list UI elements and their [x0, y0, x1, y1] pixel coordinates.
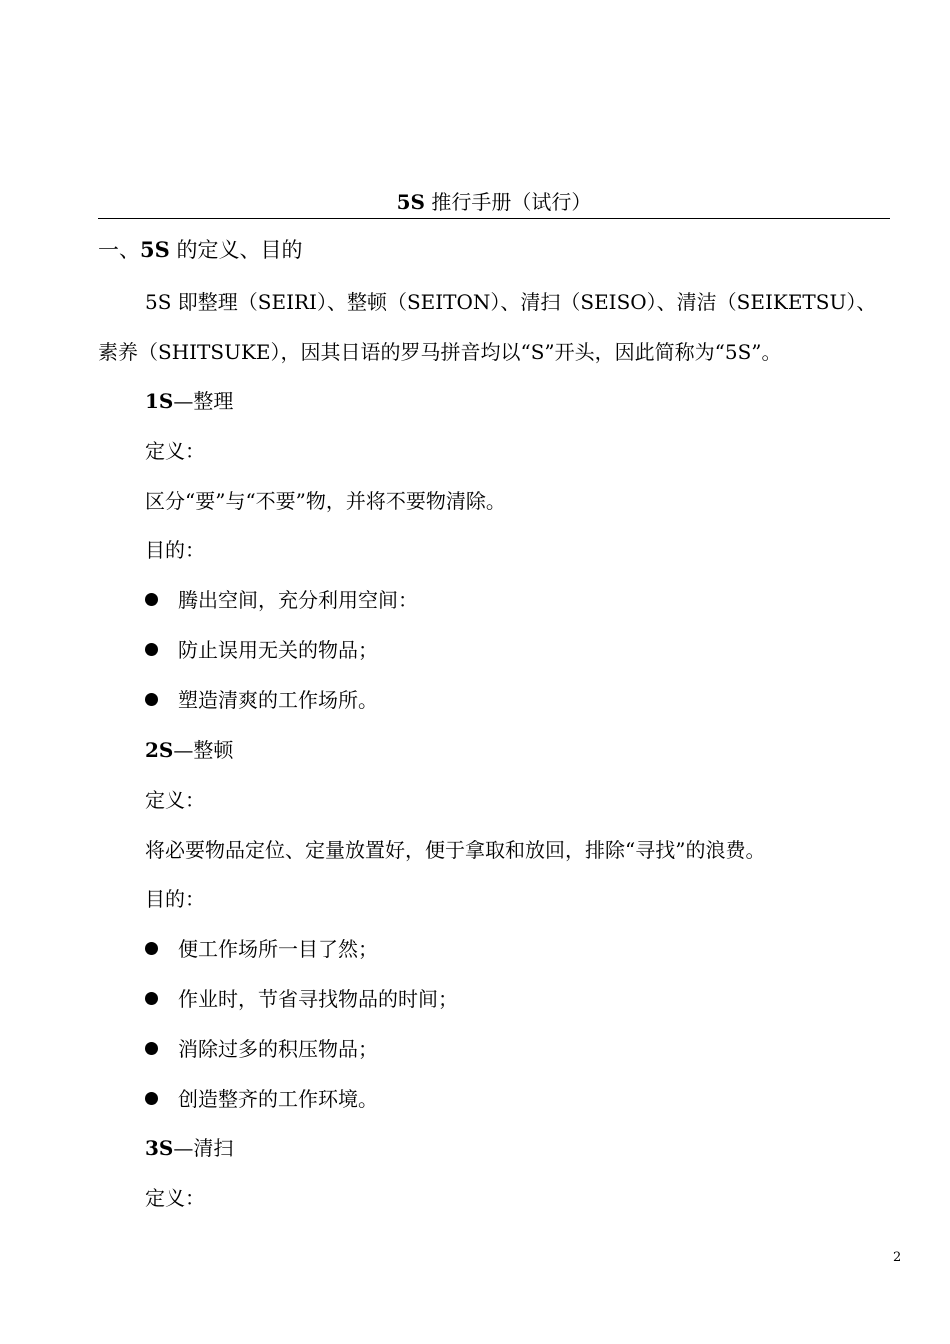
s2-purpose-label: 目的： [145, 887, 205, 911]
s1-purpose-label: 目的： [145, 538, 205, 562]
section-heading [98, 236, 302, 264]
list-item-text: 塑造清爽的工作场所。 [178, 688, 378, 712]
s1-title-bold: 1S [145, 389, 174, 413]
list-item-text: 作业时，节省寻找物品的时间； [178, 987, 458, 1011]
s2-title-rest: —整顿 [173, 738, 234, 762]
s3-title [145, 1134, 233, 1162]
list-item-text: 防止误用无关的物品； [178, 638, 378, 662]
document-title [98, 189, 890, 215]
s2-definition: 将必要物品定位、定量放置好，便于拿取和放回，排除“寻找”的浪费。 [145, 838, 766, 862]
list-item [145, 636, 378, 664]
bullet-dot-icon [145, 693, 158, 706]
page-number: 2 [893, 1250, 902, 1265]
s2-title-bold: 2S [145, 738, 174, 762]
intro-paragraph-line-2: 素养（SHITSUKE），因其日语的罗马拼音均以“S”开头，因此简称为“5S”。 [98, 340, 782, 364]
s3-title-bold: 3S [145, 1136, 174, 1160]
s2-title [145, 736, 233, 764]
list-item-text: 创造整齐的工作环境。 [178, 1087, 378, 1111]
list-item-text: 便工作场所一目了然； [178, 937, 378, 961]
list-item [145, 586, 418, 614]
bullet-dot-icon [145, 1092, 158, 1105]
s3-definition-label: 定义： [145, 1186, 205, 1210]
bullet-dot-icon [145, 643, 158, 656]
list-item [145, 985, 458, 1013]
bullet-dot-icon [145, 992, 158, 1005]
list-item-text: 消除过多的积压物品； [178, 1037, 378, 1061]
title-divider [98, 218, 890, 219]
bullet-dot-icon [145, 942, 158, 955]
s1-title [145, 387, 233, 415]
list-item-text: 腾出空间，充分利用空间： [178, 588, 418, 612]
document-title-rest: 推行手册（试行） [425, 190, 592, 214]
list-item [145, 1035, 378, 1063]
s1-definition-label: 定义： [145, 439, 205, 463]
list-item [145, 1085, 378, 1113]
section-heading-prefix: 一、 [98, 238, 140, 262]
section-heading-bold: 5S [140, 237, 170, 262]
intro-paragraph-line-1: 5S 即整理（SEIRI）、整顿（SEITON）、清扫（SEISO）、清洁（SEIKETSU）、 [145, 290, 877, 314]
s3-title-rest: —清扫 [173, 1136, 234, 1160]
s1-title-rest: —整理 [173, 389, 234, 413]
s1-definition: 区分“要”与“不要”物，并将不要物清除。 [145, 489, 506, 513]
s2-definition-label: 定义： [145, 788, 205, 812]
list-item [145, 935, 378, 963]
bullet-dot-icon [145, 1042, 158, 1055]
bullet-dot-icon [145, 593, 158, 606]
section-heading-rest: 的定义、目的 [169, 238, 303, 262]
list-item [145, 686, 378, 714]
document-title-bold: 5S [396, 190, 425, 214]
